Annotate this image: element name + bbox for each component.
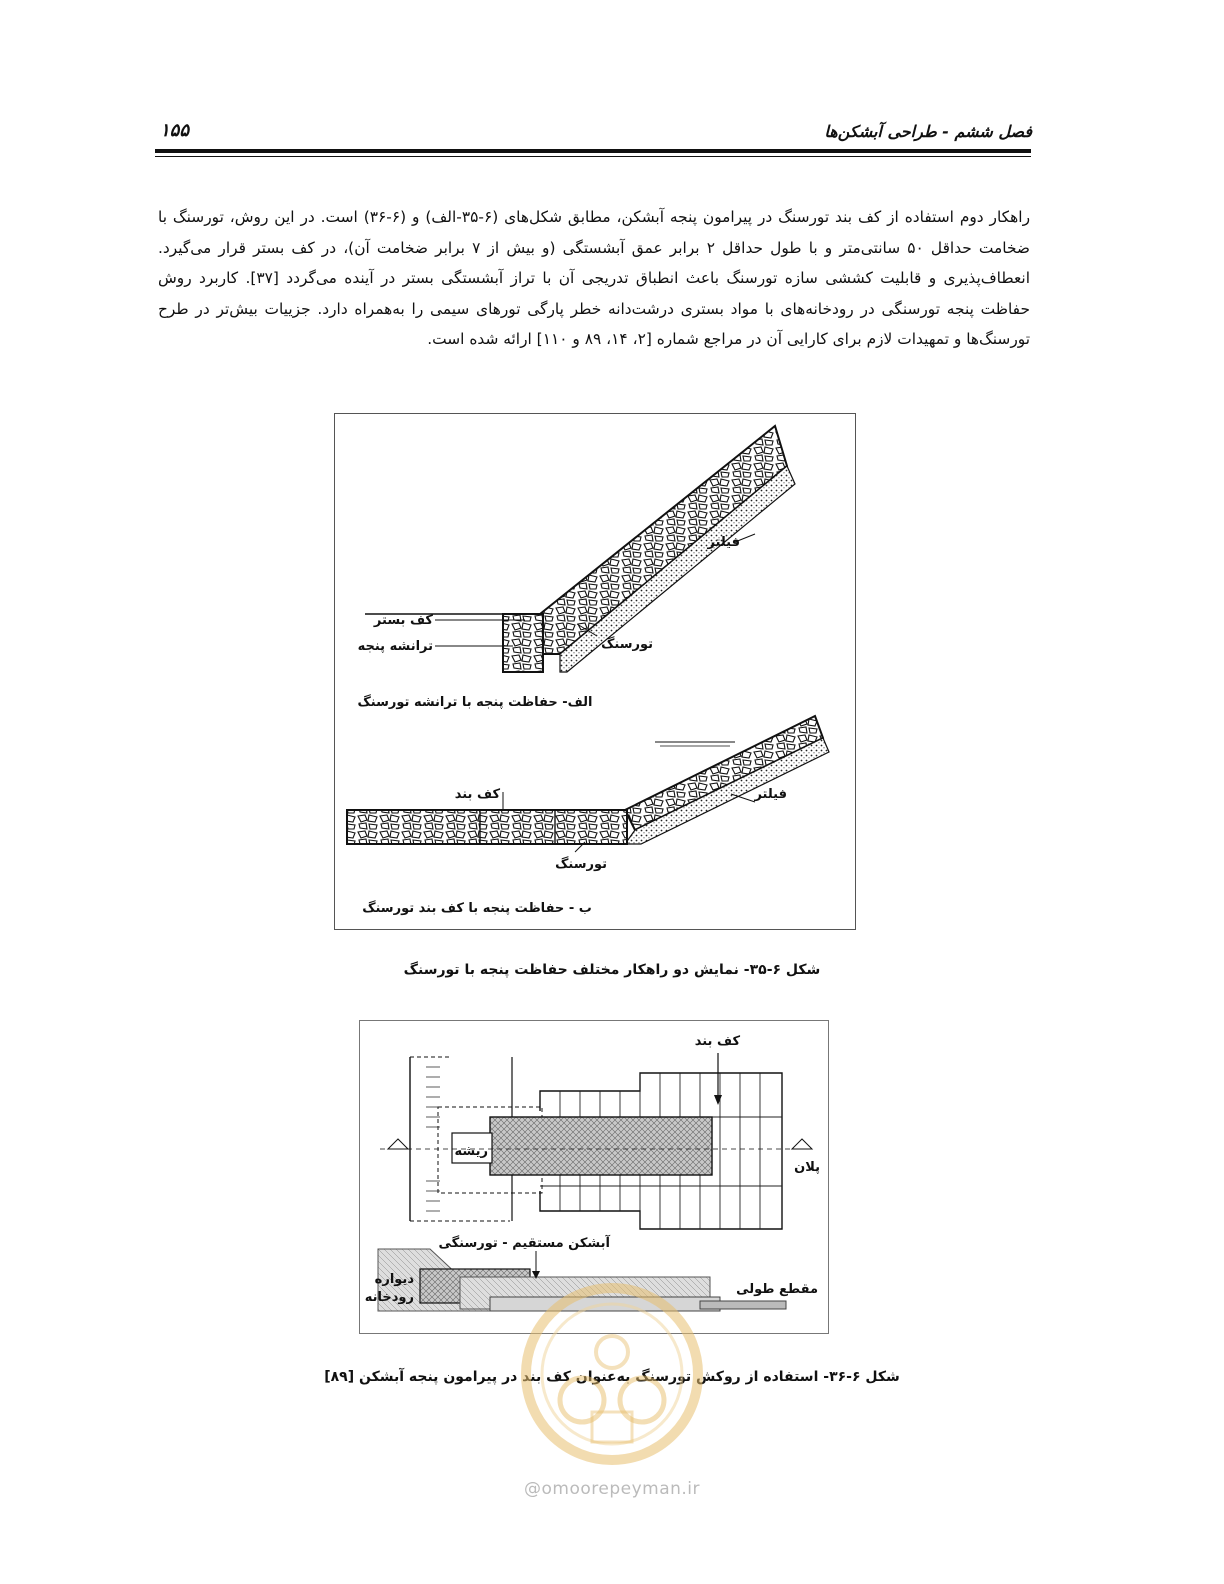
label-gabion-a: تورسنگ: [601, 637, 653, 652]
label-root: ریشه: [454, 1144, 488, 1159]
spur-body: [490, 1117, 712, 1175]
watermark-logo: [502, 1282, 722, 1472]
page-number: ۱۵۵: [160, 120, 190, 141]
slope-gabion-b: [625, 716, 823, 830]
figure-6-35-caption: شکل ۶-۳۵- نمایش دو راهکار مختلف حفاظت پنجه با تورسنگ: [403, 962, 821, 978]
label-apron-b: کف بند: [454, 787, 500, 802]
watermark-site: @omoorepeyman.ir: [523, 1479, 701, 1499]
header-rule-thin: [155, 156, 1031, 157]
label-filter-b: فیلتر: [754, 787, 787, 802]
subcaption-b: ب - حفاظت پنجه با کف بند تورسنگ: [362, 901, 592, 916]
toe-trench-a: [503, 614, 543, 672]
section-marker-right: [792, 1139, 812, 1149]
filter-layer-b: [625, 738, 829, 844]
label-toe-trench: ترانشه پنجه: [357, 639, 433, 654]
label-river: رودخانه: [364, 1290, 414, 1305]
label-spur: آبشکن مستقیم - تورسنگی: [438, 1236, 610, 1251]
label-plan: پلان: [794, 1160, 820, 1175]
slope-gabion-a: [540, 426, 787, 654]
label-bed: کف بستر: [373, 613, 433, 628]
gabion-apron-b: [347, 810, 627, 844]
label-filter-a: فیلتر: [707, 535, 740, 550]
figure-6-35: [334, 413, 856, 930]
figure-6-36-caption: شکل ۶-۳۶- استفاده از روکش تورسنگ به‌عنوان کف بند در پیرامون پنجه آبشکن [۸۹]: [324, 1369, 900, 1385]
header-rule-thick: [155, 149, 1031, 153]
figure-6-35-drawing: [335, 414, 855, 929]
subcaption-a: الف- حفاظت پنجه با ترانشه تورسنگ: [357, 695, 593, 710]
label-apron: کف بند: [694, 1034, 740, 1049]
section-marker-left: [388, 1139, 408, 1149]
label-gabion-b: تورسنگ: [555, 857, 607, 872]
label-wall: دیواره: [374, 1272, 414, 1287]
body-paragraph: راهکار دوم استفاده از کف بند تورسنگ در پیرامون پنجه آبشکن، مطابق شکل‌های (۶-۳۵-الف) و (۶-۳۶) است. در این روش، تورسنگ با ضخامت حداقل ۵۰ سانتی‌متر و با طول حداقل ۲ برابر عمق آبشستگی (و بیش از ۷ برابر ضخامت آن)، در کف بستر قرار می‌گیرد. انعطاف‌پذیری و قابلیت کششی سازه تورسنگ باعث انطباق تدریجی آن با تراز آبشستگی بستر در آینده می‌گردد [۳۷]. کاربرد روش حفاظت پنجه تورسنگی در رودخانه‌های با مواد بستری درشت‌دانه خطر پارگی تورهای سیمی را به‌همراه دارد. جزییات بیش‌تر در طرح تورسنگ‌ها و تمهیدات لازم برای کارایی آن در مراجع شماره [۲، ۱۴، ۸۹ و ۱۱۰] ارائه شده است.: [158, 208, 1031, 348]
label-longitudinal: مقطع طولی: [736, 1282, 818, 1297]
chapter-title: فصل ششم - طراحی آبشکن‌ها: [824, 122, 1032, 141]
